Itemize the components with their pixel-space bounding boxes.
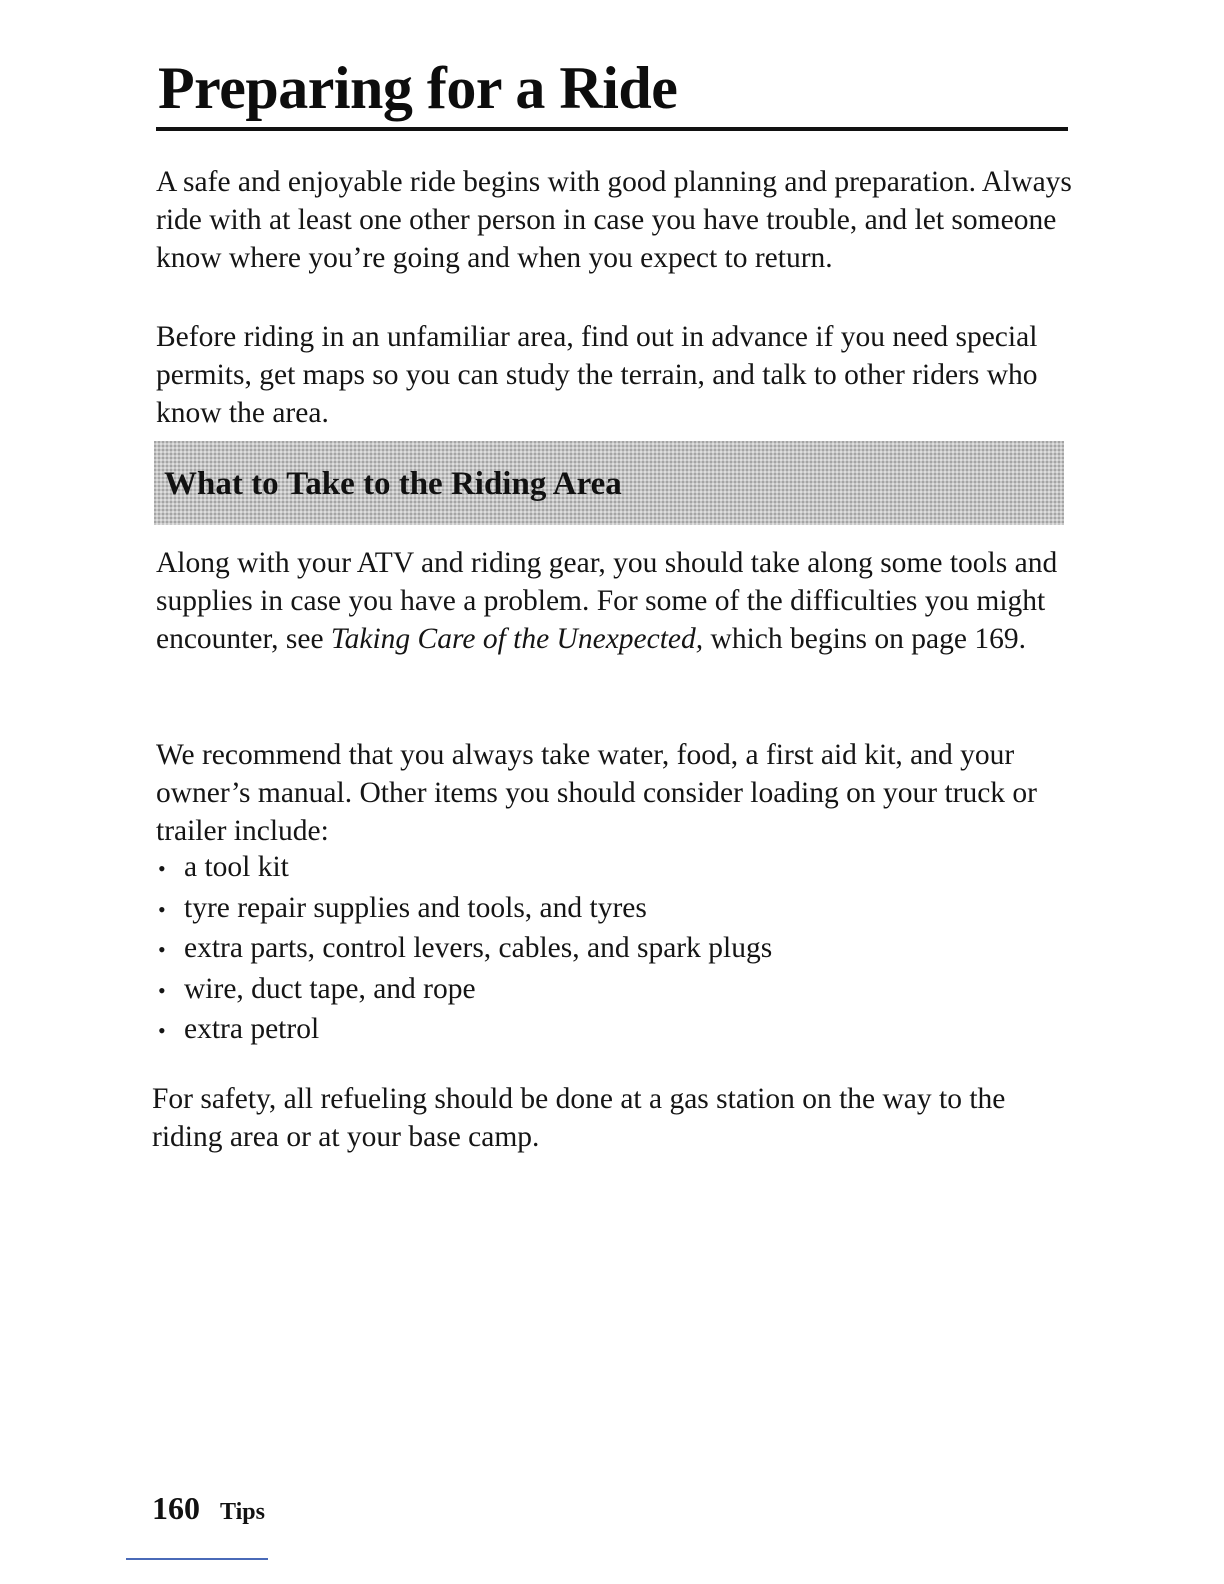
- list-item: [158, 929, 772, 970]
- section-heading: What to Take to the Riding Area: [164, 466, 622, 502]
- title-underline: [156, 127, 1068, 131]
- list-item-text: tyre repair supplies and tools, and tyres: [184, 891, 647, 924]
- scan-artifact-line: [126, 1558, 268, 1560]
- bullet-icon: •: [158, 937, 166, 962]
- list-item-text: extra parts, control levers, cables, and spark plugs: [184, 932, 773, 964]
- page-footer: [152, 1488, 265, 1532]
- items-list: [158, 848, 772, 1051]
- list-item: [158, 889, 772, 930]
- list-item-text: a tool kit: [184, 851, 289, 883]
- list-item-text: wire, duct tape, and rope: [184, 972, 476, 1005]
- list-item-text: extra petrol: [184, 1013, 320, 1045]
- bullet-icon: •: [158, 856, 166, 881]
- recommend-paragraph: We recommend that you always take water, food, a first aid kit, and your owner’s manual. Other items you should consider loading on your truck or trailer include:: [156, 739, 1038, 847]
- gear-paragraph: [156, 544, 1076, 658]
- list-item: [158, 1010, 772, 1051]
- cross-reference: Taking Care of the Unexpected,: [330, 623, 704, 655]
- footer-section-label: Tips: [220, 1499, 265, 1525]
- list-item: [158, 848, 772, 889]
- bullet-icon: •: [158, 977, 166, 1003]
- page-title: Preparing for a Ride: [158, 55, 678, 121]
- intro-paragraph: A safe and enjoyable ride begins with good planning and preparation. Always ride with at least one other person in case you have trouble, and let someone know where you’re going and when you expect to return.: [156, 166, 1072, 274]
- gear-paragraph-tail: which begins on page 169.: [703, 623, 1026, 655]
- unfamiliar-area-paragraph: Before riding in an unfamiliar area, find out in advance if you need special permits, get maps so you can study the terrain, and talk to other riders who know the area.: [156, 321, 1038, 429]
- safety-paragraph: For safety, all refueling should be done at a gas station on the way to the riding area or at your base camp.: [152, 1083, 1006, 1153]
- list-item: [158, 970, 772, 1011]
- gear-paragraph-text: Along with your ATV and riding gear, you should take along some tools and supplies in case you have a problem. For some of the difficulties you might encounter, see: [156, 547, 1058, 655]
- bullet-icon: •: [158, 896, 166, 922]
- page-number: 160: [152, 1490, 200, 1526]
- bullet-icon: •: [158, 1018, 166, 1043]
